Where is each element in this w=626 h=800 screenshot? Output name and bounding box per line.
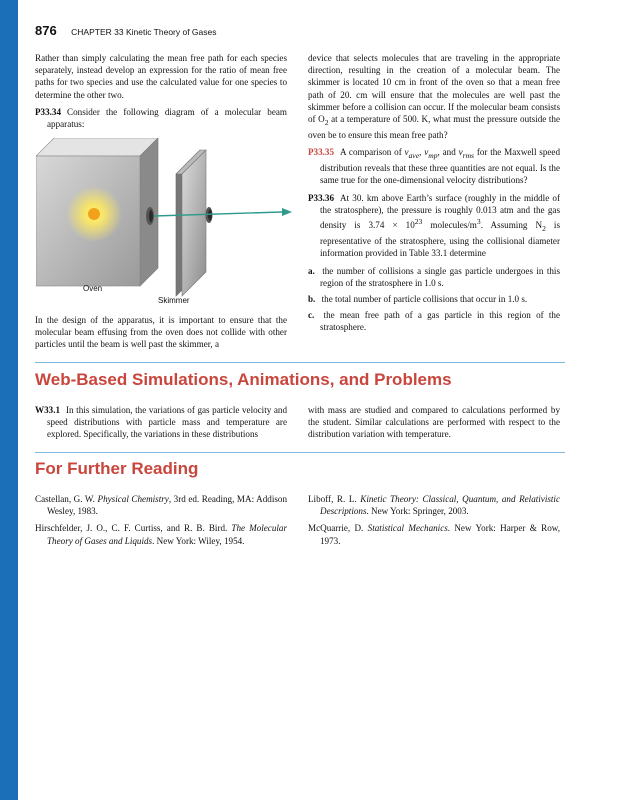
page-sidebar-band [0,0,18,800]
oven-label: Oven [83,284,103,293]
web-right: with mass are studied and compared to calculations performed by the student. Similar calculations are performed with respect to the distribution variation with temperature. [308,405,560,440]
molecular-beam [154,212,282,216]
right-column [308,52,560,338]
reference-item: Hirschfelder, J. O., C. F. Curtiss, and R. B. Bird. The Molecular Theory of Gases and Liquids. New York: Wiley, 1954. [35,523,287,546]
problem-text: Consider the following diagram of a molecular beam apparatus: [47,106,287,130]
reference-item: Liboff, R. L. Kinetic Theory: Classical, Quantum, and Relativistic Descriptions. New York: Springer, 2003. [308,494,560,517]
problem-label: P33.34 [35,106,62,117]
chapter-title: CHAPTER 33 Kinetic Theory of Gases [71,27,217,37]
list-item: a. the number of collisions a single gas particle undergoes in this region of the stratosphere in 1.0 s. [308,265,560,288]
skimmer-label: Skimmer [158,296,190,305]
reading-section-title: For Further Reading [35,459,199,478]
running-header [35,22,217,40]
references-right [308,493,560,552]
problem-p33-36: P33.36 At 30. km above Earth’s surface (roughly in the middle of the stratosphere), the pressure is roughly 0.013 atm and the gas density is $3.74 \times 10^{23}$ molecules/$m^3$. Assuming $N_2$ is representative of the stratosphere, using the collisional diameter information provided in Table 33.1 determine [308,192,560,259]
problem-label: W33.1 [35,405,61,415]
molecular-beam-figure [36,138,298,308]
problem-p33-34 [35,106,287,130]
intro-paragraph: Rather than simply calculating the mean free path for each species separately, instead develop an expression for the ratio of mean free paths for two species and use the calculated value for one species to determine the other two. [35,53,287,100]
skimmer-plate [176,150,213,296]
reference-item: Castellan, G. W. Physical Chemistry, 3rd ed. Reading, MA: Addison Wesley, 1983. [35,494,287,517]
figure-followup-paragraph: In the design of the apparatus, it is important to ensure that the molecular beam effusing from the oven does not collide with other particles until the beam is well past the skimmer, a [35,315,287,350]
continued-paragraph: device that selects molecules that are traveling in the appropriate direction, resulting in the creation of a molecular beam. The skimmer is located 10 cm in front of the oven so that a mean free path of 20. cm will ensure that the molecules are well past the skimmer before a collision can occur. If the molecular beam consists of $O_2$ at a temperature of 500. K, what must the pressure outside the oven be to ensure this mean free path? [308,53,560,141]
heat-source [88,208,100,220]
left-column [35,52,287,135]
problem-p33-35: P33.35 A comparison of $v_{ave}$, $v_{mp}$, and $v_{rms}$ for the Maxwell speed distribution reveals that these three quantities are not equal. Is the same true for the one-dimensional velocity distributions? [308,147,561,186]
list-item: b. the total number of particle collisions that occur in 1.0 s. [308,293,528,304]
beam-arrowhead [282,208,292,216]
web-left: W33.1 In this simulation, the variations of gas particle velocity and speed distributions with particle mass and temperature are explored. Specifically, the variations in these distributions [35,405,287,440]
list-item: c. the mean free path of a gas particle in this region of the stratosphere. [308,310,560,333]
page-number: 876 [35,23,57,38]
oven-box [36,138,158,286]
reference-item: McQuarrie, D. Statistical Mechanics. New York: Harper & Row, 1973. [308,523,560,546]
oven-aperture [146,207,154,225]
references-left [35,493,287,552]
section-rule [35,362,565,363]
section-rule [35,452,565,453]
left-column-lower [35,314,287,356]
problem-label: P33.35 [308,147,335,158]
problem-label: P33.36 [308,192,335,203]
web-section-title: Web-Based Simulations, Animations, and Problems [35,370,452,389]
